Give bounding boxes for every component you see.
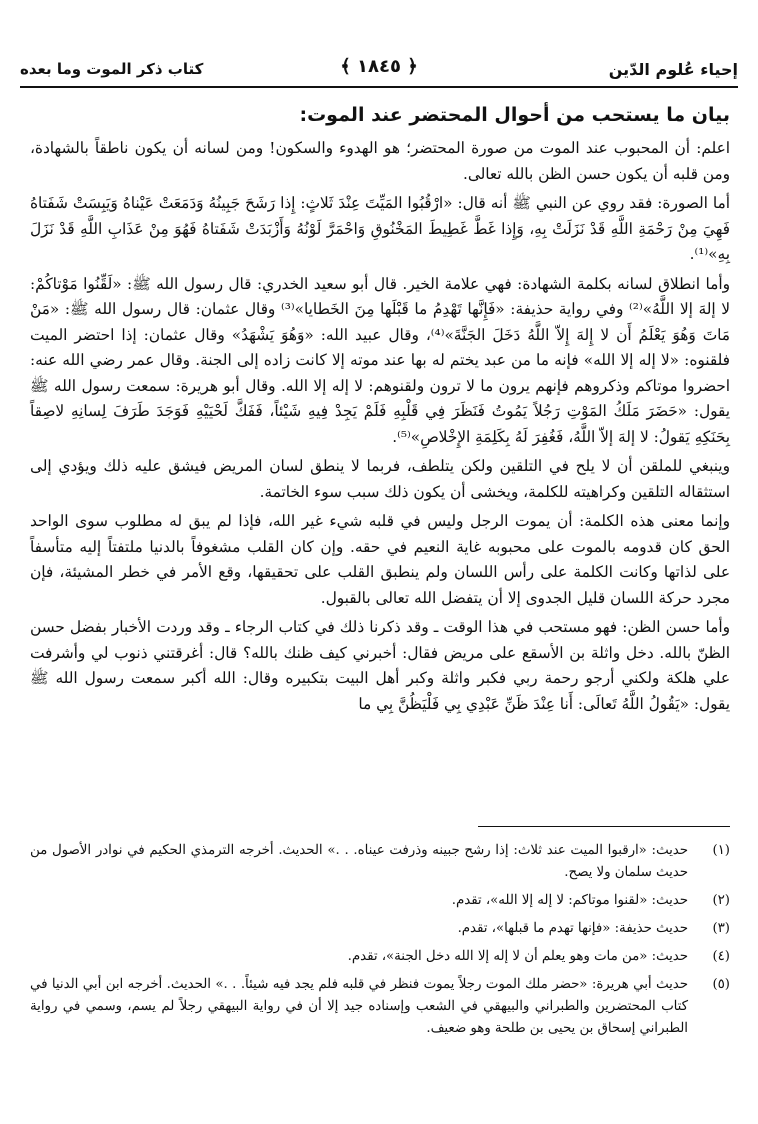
footnote-number: (١) bbox=[712, 843, 730, 858]
page-number-block bbox=[340, 56, 418, 77]
footnotes bbox=[30, 840, 730, 1046]
footnote-text: حديث حذيفة: «فإنها تهدم ما قبلها»، تقدم. bbox=[457, 921, 688, 936]
paragraph: أما الصورة: فقد روي عن النبي ﷺ أنه قال: «ارْقُبُوا المَيِّتَ عِنْدَ ثَلاثٍ: إِذا رَشَحَ جَبِينُهُ وَدَمَعَتْ عَيْناهُ وَيَبِسَتْ شَفَتاهُ فَهِيَ مِنْ رَحْمَةِ اللَّهِ قَدْ نَزَلَتْ بِهِ، وَإِذا غَطَّ غَطِيطَ المَخْنُوقِ وَاحْمَرَّ لَوْنُهُ وَأَزْبَدَتْ شَفَتاهُ فَهُوَ مِنْ عَذَابِ اللَّهِ قَدْ نَزَلَ بِهِ»⁽¹⁾. bbox=[30, 194, 730, 263]
ornament-right-icon: ﴿ bbox=[407, 56, 418, 77]
footnote-text: حديث: «من مات وهو يعلم أن لا إله إلا الله دخل الجنة»، تقدم. bbox=[347, 949, 688, 964]
ornament-left-icon: ﴾ bbox=[340, 56, 351, 77]
footnote-text: حديث: «ارقبوا الميت عند ثلاث: إذا رشح جبينه وذرفت عيناه. . .» الحديث. أخرجه الترمذي الحكيم في نوادر الأصول من حديث سلمان ولا يصح. bbox=[30, 843, 688, 880]
footnote-rule bbox=[478, 826, 730, 827]
footnote bbox=[30, 974, 730, 1040]
book-title: إحياء عُلوم الدّين bbox=[608, 59, 738, 79]
footnote-text: حديث أبي هريرة: «حضر ملك الموت رجلاً يموت فنظر في قلبه فلم يجد فيه شيئاً. . .» الحديث. أخرجه ابن أبي الدنيا في كتاب المحتضرين والطبراني والبيهقي في الشعب وإسناده جيد إلا أن في رواية البيهقي رجلاً لم يسم، وسمي في رواية الطبراني إسحاق بن يحيى بن طلحة وهو ضعيف. bbox=[30, 977, 688, 1036]
paragraph: وأما حسن الظن: فهو مستحب في هذا الوقت ـ وقد ذكرنا ذلك في كتاب الرجاء ـ وقد وردت الأخبار بفضل حسن الظنّ بالله. دخل واثلة بن الأسقع على مريض فقال: أخبرني كيف ظنك بالله؟ قال: أغرقتني ذنوب لي وأشرفت علي هلكة ولكني أرجو رحمة ربي فكبر واثلة وكبر أهل البيت بتكبيره وقال: الله أكبر سمعت رسول الله ﷺ يقول: «يَقُولُ اللَّهُ تَعالَى: أَنا عِنْدَ ظَنِّ عَبْدِي بِي فَلْيَظُنَّ بِي ما bbox=[30, 618, 730, 713]
footnote bbox=[30, 918, 730, 940]
section-title: بيان ما يستحب من أحوال المحتضر عند الموت: bbox=[299, 104, 730, 126]
footnote bbox=[30, 890, 730, 912]
running-header bbox=[20, 50, 738, 88]
footnote bbox=[30, 946, 730, 968]
footnote-text: حديث: «لقنوا موتاكم: لا إله إلا الله»، تقدم. bbox=[451, 893, 688, 908]
footnote bbox=[30, 840, 730, 884]
main-text bbox=[30, 100, 730, 721]
footnote-number: (٤) bbox=[712, 949, 730, 964]
paragraph: وإنما معنى هذه الكلمة: أن يموت الرجل وليس في قلبه شيء غير الله، فإذا لم يبق له مطلوب سوى الواحد الحق كان قدومه بالموت على محبوبه غاية النعيم في حقه. وإن كان القلب مشغوفاً بالدنيا ملتفتاً إليه متأسفاً على لذاتها وكانت الكلمة على رأس اللسان ولم ينطبق القلب على تحقيقها، وقع الأمر في خطر المشيئة، فإن مجرد حركة اللسان قليل الجدوى إلا أن يتفضل الله تعالى بالقبول. bbox=[30, 512, 730, 607]
paragraph: اعلم: أن المحبوب عند الموت من صورة المحتضر؛ هو الهدوء والسكون! ومن لسانه أن يكون ناطقاً بالشهادة، ومن قلبه أن يكون حسن الظن بالله تعالى. bbox=[30, 139, 730, 183]
paragraph: وأما انطلاق لسانه بكلمة الشهادة: فهي علامة الخير. قال أبو سعيد الخدري: قال رسول الله ﷺ: «لَقِّنُوا مَوْتاكُمْ: لا إلهَ إلا اللَّهُ»⁽²⁾ وفي رواية حذيفة: «فَإِنَّها تَهْدِمُ ما قَبْلَها مِنَ الخَطايا»⁽³⁾ وقال عثمان: قال رسول الله ﷺ: «مَنْ مَاتَ وَهُوَ يَعْلَمُ أَن لا إِلهَ إِلاّ اللَّهُ دَخَلَ الجَنَّةَ»⁽⁴⁾، وقال عبيد الله: «وَهُوَ يَشْهَدُ» وقال عثمان: إذا احتضر الميت فلقنوه: «لا إله إلا الله» فإنه ما من عبد يختم له بها عند موته إلا كانت زاده إلى الجنة. وقال عمر رضي الله عنه: احضروا موتاكم وذكروهم فإنهم يرون ما لا ترون ولقنوهم: لا إله إلا الله. وقال أبو هريرة: سمعت رسول الله ﷺ يقول: «حَضَرَ مَلَكُ المَوْتِ رَجُلاً يَمُوتُ فَنَظَرَ فِي قَلْبِهِ فَلَمْ يَجِدْ فِيهِ شَيْئاً، فَفَكَّ لَحْيَيْهِ فَوَجَدَ طَرَفَ لِسانِهِ لاصِقاً بِحَنَكِهِ يَقولُ: لا إلهَ إلاّ اللَّهُ، فَغُفِرَ لَهُ بِكَلِمَةِ الإِخْلاصِ»⁽⁵⁾. bbox=[30, 274, 731, 446]
header-rule bbox=[20, 86, 738, 88]
paragraph: وينبغي للملقن أن لا يلح في التلقين ولكن يتلطف، فربما لا ينطق لسان المريض فيشق عليه ذلك ويؤدي إلى استثقاله التلقين وكراهيته للكلمة، ويخشى أن يكون ذلك سبب سوء الخاتمة. bbox=[30, 457, 730, 501]
footnote-number: (٥) bbox=[712, 977, 730, 992]
footnote-number: (٢) bbox=[712, 893, 730, 908]
chapter-title: كتاب ذكر الموت وما بعده bbox=[20, 60, 204, 78]
footnote-number: (٣) bbox=[712, 921, 730, 936]
page-number: ١٨٤٥ bbox=[357, 56, 401, 77]
